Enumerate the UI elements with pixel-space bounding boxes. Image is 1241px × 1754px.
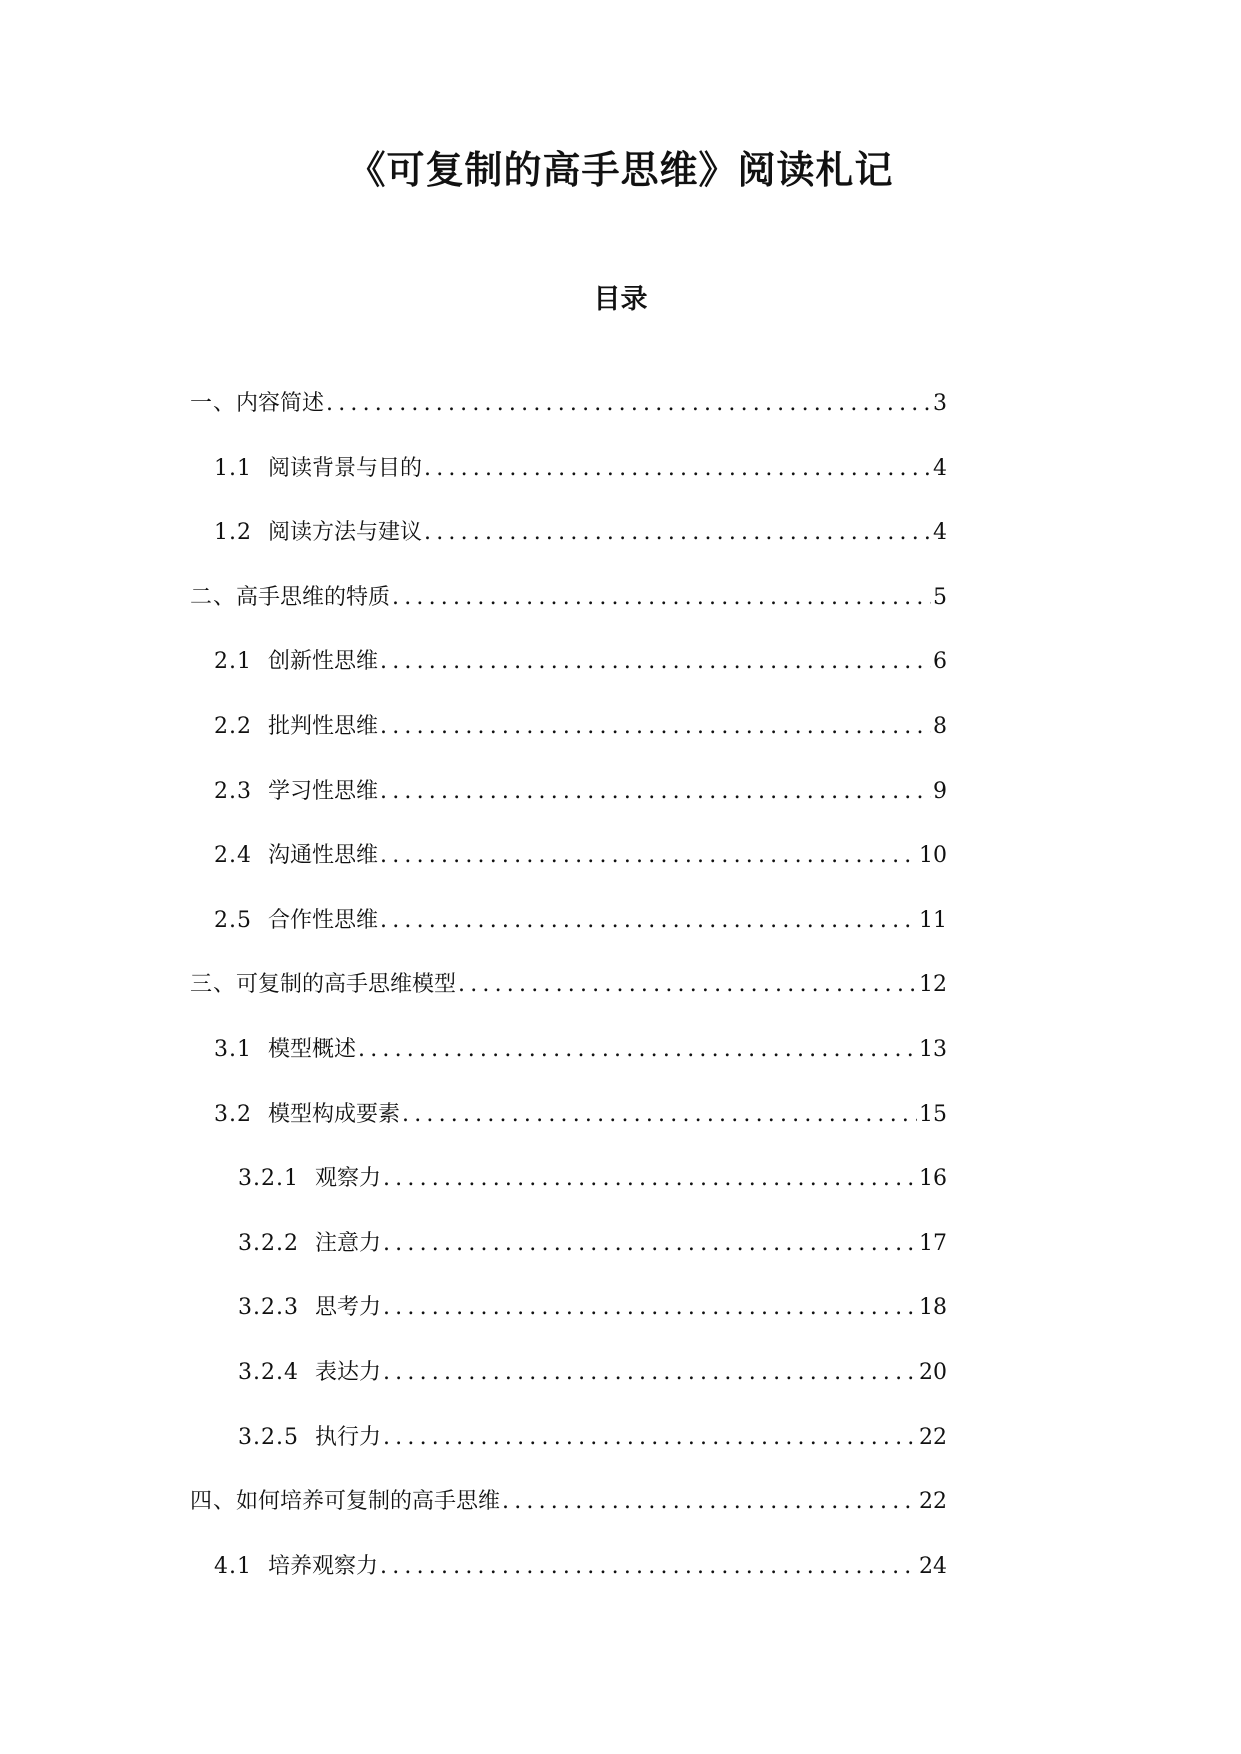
- toc-entry-title: 创新性思维: [267, 649, 378, 675]
- toc-entry[interactable]: [0, 1159, 1241, 1199]
- toc-entry-page-number: 15: [919, 1101, 947, 1127]
- toc-entry[interactable]: [0, 1547, 1241, 1587]
- toc-dot-leader: [502, 1482, 917, 1522]
- toc-entry-page-number: 13: [919, 1037, 947, 1062]
- toc-dot-leader: [383, 1159, 917, 1199]
- toc-entry-number: 三、: [190, 972, 237, 998]
- toc-entry-title: 观察力: [314, 1166, 381, 1192]
- toc-entry[interactable]: [0, 578, 1241, 618]
- toc-entry[interactable]: [0, 1288, 1241, 1328]
- toc-dot-leader: [383, 1418, 917, 1458]
- toc-entry-page-number: 4: [933, 520, 947, 546]
- toc-entry[interactable]: [0, 642, 1241, 682]
- toc-entry-title: 批判性思维: [267, 714, 378, 739]
- toc-entry-number: 3.2.1: [238, 1166, 315, 1192]
- toc-entry-page-number: 12: [919, 972, 947, 998]
- toc-entry-title: 高手思维的特质: [236, 584, 391, 610]
- toc-entry[interactable]: [0, 384, 1241, 424]
- toc-entry[interactable]: [0, 836, 1241, 876]
- toc-entry-title: 沟通性思维: [267, 843, 378, 869]
- toc-dot-leader: [358, 1030, 917, 1070]
- toc-entry-number: 3.2.5: [238, 1424, 315, 1450]
- toc-entry-title: 注意力: [314, 1230, 381, 1256]
- toc-entry-title: 模型构成要素: [267, 1101, 400, 1127]
- toc-entry-number: 3.2: [214, 1101, 268, 1127]
- toc-entry-title: 如何培养可复制的高手思维: [236, 1489, 501, 1515]
- toc-entry-number: 2.4: [214, 843, 268, 869]
- toc-entry-number: 3.2.3: [238, 1295, 315, 1321]
- toc-dot-leader: [326, 384, 931, 424]
- toc-entry-number: 1.1: [214, 455, 268, 481]
- toc-entry-title: 阅读方法与建议: [267, 520, 422, 546]
- toc-dot-leader: [380, 1547, 917, 1587]
- toc-entry[interactable]: [0, 449, 1241, 489]
- toc-entry-page-number: 9: [933, 778, 947, 804]
- toc-dot-leader: [380, 836, 917, 876]
- toc-entry-number: 二、: [190, 584, 237, 610]
- toc-entry-number: 2.2: [214, 714, 268, 739]
- toc-entry[interactable]: [0, 772, 1241, 812]
- toc-entry[interactable]: [0, 1418, 1241, 1458]
- toc-entry-number: 2.3: [214, 778, 268, 804]
- toc-dot-leader: [380, 772, 931, 812]
- toc-dot-leader: [402, 1095, 917, 1135]
- toc-entry-page-number: 4: [933, 455, 947, 481]
- toc-entry[interactable]: [0, 513, 1241, 553]
- toc-entry-page-number: 8: [933, 714, 947, 739]
- toc-entry[interactable]: [0, 1353, 1241, 1393]
- toc-entry-number: 2.1: [214, 649, 268, 675]
- toc-entry-page-number: 22: [919, 1489, 947, 1515]
- toc-entry-title: 执行力: [314, 1424, 381, 1450]
- toc-dot-leader: [392, 578, 931, 618]
- toc-entry-number: 1.2: [214, 520, 268, 546]
- toc-entry-number: 3.2.4: [238, 1360, 315, 1385]
- toc-entry[interactable]: [0, 1482, 1241, 1522]
- toc-heading: 目录: [593, 284, 648, 315]
- document-title: 《可复制的高手思维》阅读札记: [347, 148, 894, 192]
- toc-dot-leader: [424, 449, 931, 489]
- toc-entry[interactable]: [0, 901, 1241, 941]
- toc-entry-title: 培养观察力: [267, 1553, 378, 1579]
- toc-entry[interactable]: [0, 965, 1241, 1005]
- toc-dot-leader: [380, 642, 931, 682]
- toc-entry-page-number: 5: [933, 584, 947, 610]
- toc-entry-page-number: 11: [919, 907, 947, 933]
- toc-entry-title: 合作性思维: [267, 907, 378, 933]
- toc-entry[interactable]: [0, 1095, 1241, 1135]
- toc-entry[interactable]: [0, 707, 1241, 747]
- toc-entry-number: 3.2.2: [238, 1230, 315, 1256]
- toc-entry-page-number: 20: [919, 1360, 947, 1385]
- toc-entry-page-number: 6: [933, 649, 947, 675]
- toc-entry-title: 可复制的高手思维模型: [236, 972, 457, 998]
- toc-entry-page-number: 24: [919, 1553, 947, 1579]
- toc-dot-leader: [424, 513, 931, 553]
- toc-dot-leader: [383, 1353, 917, 1393]
- toc-entry-page-number: 17: [919, 1230, 947, 1256]
- toc-entry-number: 4.1: [214, 1553, 268, 1579]
- toc-dot-leader: [380, 707, 931, 747]
- toc-entry-number: 2.5: [214, 907, 268, 933]
- toc-entry-number: 一、: [190, 391, 237, 416]
- toc-entry-title: 学习性思维: [267, 778, 378, 804]
- toc-entry-title: 阅读背景与目的: [267, 455, 422, 481]
- toc-entry-title: 表达力: [314, 1360, 381, 1385]
- toc-entry-page-number: 3: [933, 391, 947, 416]
- toc-entry-number: 3.1: [214, 1037, 268, 1062]
- toc-dot-leader: [380, 901, 917, 941]
- toc-entry-page-number: 16: [919, 1166, 947, 1192]
- toc-entry[interactable]: [0, 1030, 1241, 1070]
- toc-dot-leader: [383, 1224, 917, 1264]
- toc-entry[interactable]: [0, 1224, 1241, 1264]
- toc-dot-leader: [458, 965, 917, 1005]
- toc-entry-page-number: 18: [919, 1295, 947, 1321]
- toc-dot-leader: [383, 1288, 917, 1328]
- toc-entry-title: 思考力: [314, 1295, 381, 1321]
- toc-entry-number: 四、: [190, 1489, 237, 1515]
- toc-entry-title: 模型概述: [267, 1037, 356, 1062]
- toc-entry-title: 内容简述: [236, 391, 325, 416]
- toc-entry-page-number: 22: [919, 1424, 947, 1450]
- toc-entry-page-number: 10: [919, 843, 947, 869]
